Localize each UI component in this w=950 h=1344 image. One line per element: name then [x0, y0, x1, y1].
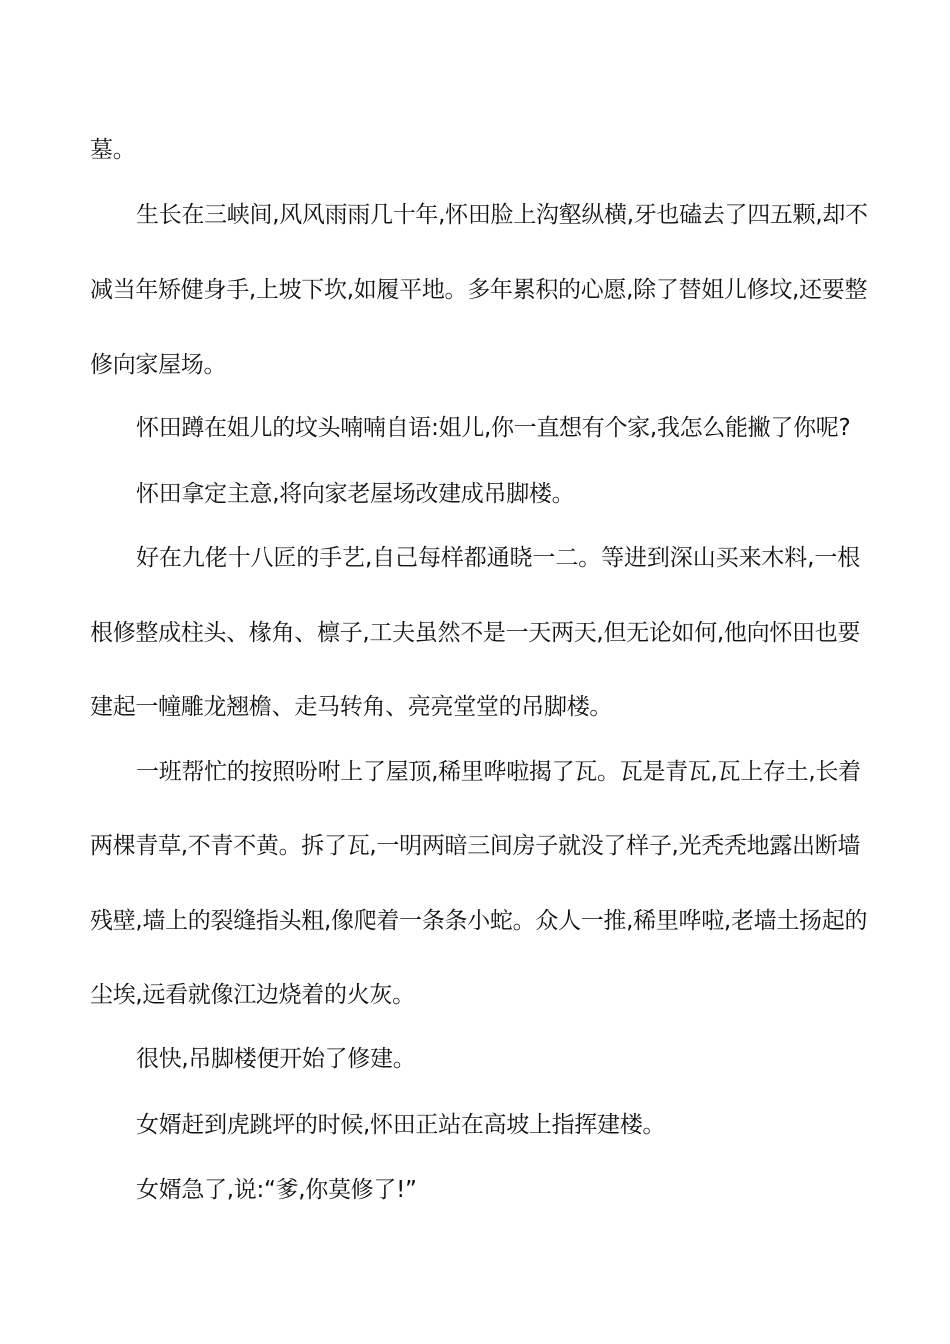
text-line: 根修整成柱头、椽角、檩子,工夫虽然不是一天两天,但无论如何,他向怀田也要	[90, 620, 861, 646]
text-line: 生长在三峡间,风风雨雨几十年,怀田脸上沟壑纵横,牙也磕去了四五颗,却不	[136, 202, 868, 228]
text-line: 很快,吊脚楼便开始了修建。	[136, 1046, 416, 1072]
text-line: 残壁,墙上的裂缝指头粗,像爬着一条条小蛇。众人一推,稀里哗啦,老墙土扬起的	[90, 908, 868, 934]
text-line: 女婿赶到虎跳坪的时候,怀田正站在高坡上指挥建楼。	[136, 1112, 666, 1138]
text-line: 好在九佬十八匠的手艺,自己每样都通晓一二。等进到深山买来木料,一根	[136, 545, 860, 571]
text-line: 尘埃,远看就像江边烧着的火灰。	[90, 982, 415, 1008]
text-line: 减当年矫健身手,上坡下坎,如履平地。多年累积的心愿,除了替姐儿修坟,还要整	[90, 277, 868, 303]
text-line: 墓。	[90, 137, 136, 163]
text-line: 修向家屋场。	[90, 352, 227, 378]
text-line: 怀田蹲在姐儿的坟头喃喃自语:姐儿,你一直想有个家,我怎么能撇了你呢?	[136, 415, 851, 441]
text-line: 女婿急了,说:“爹,你莫修了!”	[136, 1177, 417, 1203]
text-line: 一班帮忙的按照吩咐上了屋顶,稀里哗啦揭了瓦。瓦是青瓦,瓦上存土,长着	[136, 759, 861, 785]
text-line: 怀田拿定主意,将向家老屋场改建成吊脚楼。	[136, 481, 575, 507]
text-line: 两棵青草,不青不黄。拆了瓦,一明两暗三间房子就没了样子,光秃秃地露出断墙	[90, 833, 861, 859]
text-line: 建起一幢雕龙翘檐、走马转角、亮亮堂堂的吊脚楼。	[90, 694, 613, 720]
